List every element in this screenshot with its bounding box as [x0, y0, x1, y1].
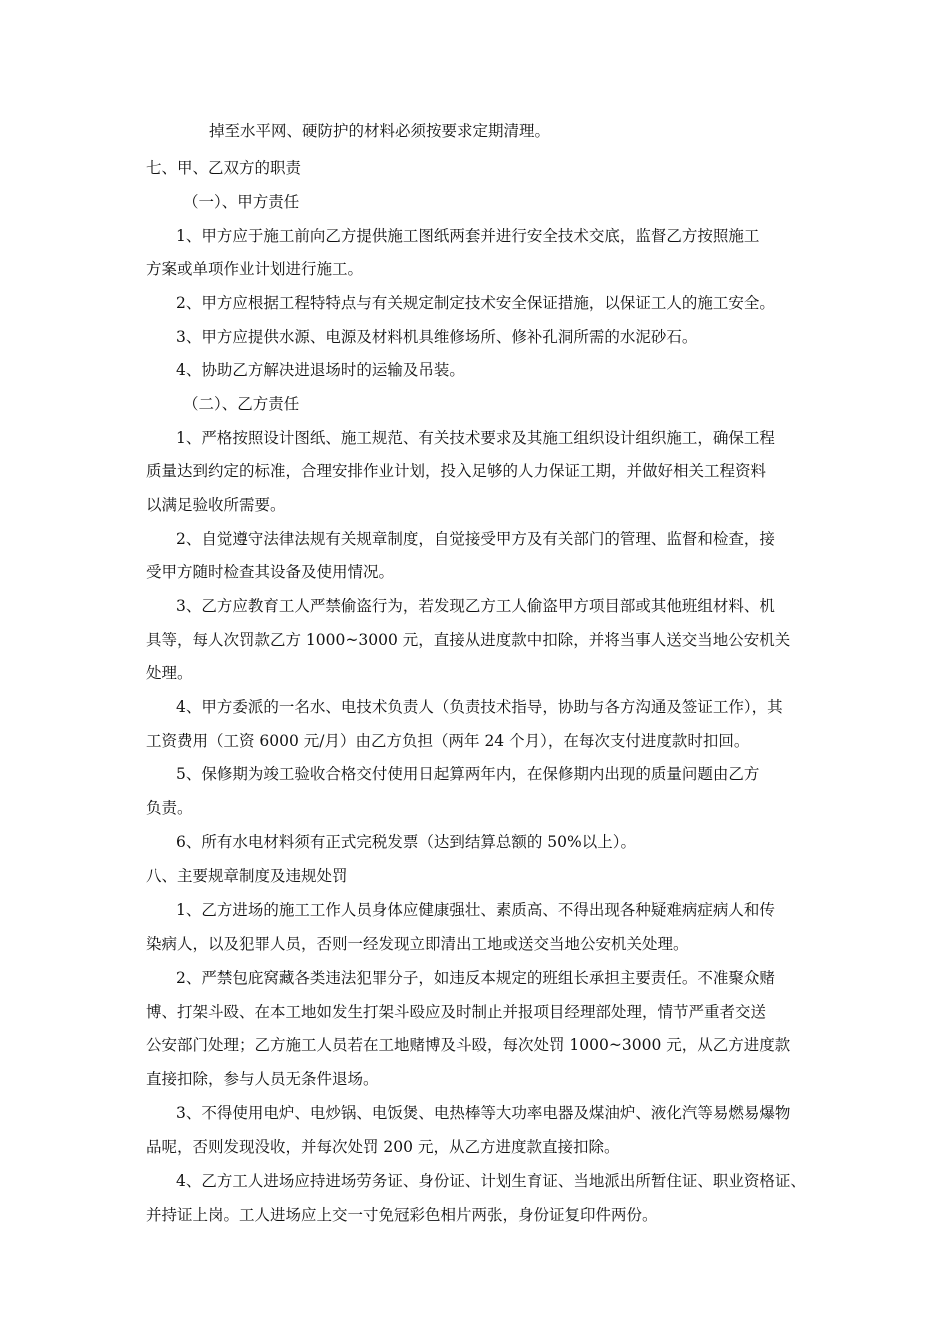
section-heading: 七、甲、乙双方的职责 [146, 159, 302, 177]
text-line: 3、甲方应提供水源、电源及材料机具维修场所、修补孔洞所需的水泥砂石。 [176, 328, 698, 346]
text-line: 以满足验收所需要。 [146, 496, 286, 514]
text-line: 具等，每人次罚款乙方 1000~3000 元，直接从进度款中扣除，并将当事人送交当地公安机关 [146, 631, 791, 649]
text-line: 质量达到约定的标准，合理安排作业计划，投入足够的人力保证工期，并做好相关工程资料 [146, 462, 767, 480]
text-line: 方案或单项作业计划进行施工。 [146, 260, 364, 278]
text-line: 公安部门处理；乙方施工人员若在工地赌博及斗殴，每次处罚 1000~3000 元，从乙方进度款 [146, 1036, 791, 1054]
text-line: 1、乙方进场的施工工作人员身体应健康强壮、素质高、不得出现各种疑难病症病人和传 [176, 901, 775, 919]
text-line: 博、打架斗殴、在本工地如发生打架斗殴应及时制止并报项目经理部处理，情节严重者交送 [146, 1003, 767, 1021]
section-heading: 八、主要规章制度及违规处罚 [146, 867, 348, 885]
text-line: 品呢，否则发现没收，并每次处罚 200 元，从乙方进度款直接扣除。 [146, 1138, 620, 1156]
text-line: 3、乙方应教育工人严禁偷盗行为，若发现乙方工人偷盗甲方项目部或其他班组材料、机 [176, 597, 775, 615]
subsection-heading: （一）、甲方责任 [183, 193, 300, 211]
text-line: 2、自觉遵守法律法规有关规章制度，自觉接受甲方及有关部门的管理、监督和检查，接 [176, 530, 775, 548]
text-line: 染病人，以及犯罪人员，否则一经发现立即清出工地或送交当地公安机关处理。 [146, 935, 689, 953]
text-line: 2、严禁包庇窝藏各类违法犯罪分子，如违反本规定的班组长承担主要责任。不准聚众赌 [176, 969, 775, 987]
subsection-heading: （二）、乙方责任 [183, 395, 300, 413]
text-line: 受甲方随时检查其设备及使用情况。 [146, 563, 395, 581]
text-line: 3、不得使用电炉、电炒锅、电饭煲、电热棒等大功率电器及煤油炉、液化汽等易燃易爆物 [176, 1104, 791, 1122]
text-line: 4、协助乙方解决进退场时的运输及吊装。 [176, 361, 465, 379]
text-line: 4、甲方委派的一名水、电技术负责人（负责技术指导，协助与各方沟通及签证工作），其 [176, 698, 783, 716]
text-line: 并持证上岗。工人进场应上交一寸免冠彩色相片两张，身份证复印件两份。 [146, 1206, 658, 1224]
text-line: 处理。 [146, 664, 193, 682]
text-line: 2、甲方应根据工程特特点与有关规定制定技术安全保证措施，以保证工人的施工安全。 [176, 294, 775, 312]
text-line: 1、严格按照设计图纸、施工规范、有关技术要求及其施工组织设计组织施工，确保工程 [176, 429, 775, 447]
text-line: 5、保修期为竣工验收合格交付使用日起算两年内，在保修期内出现的质量问题由乙方 [176, 765, 760, 783]
text-line: 4、乙方工人进场应持进场劳务证、身份证、计划生育证、当地派出所暂住证、职业资格证、 [176, 1172, 806, 1190]
text-line: 工资费用（工资 6000 元/月）由乙方负担（两年 24 个月），在每次支付进度款时扣回。 [146, 732, 750, 750]
text-line: 6、所有水电材料须有正式完税发票（达到结算总额的 50%以上）。 [176, 833, 636, 851]
text-line: 直接扣除，参与人员无条件退场。 [146, 1070, 379, 1088]
text-line: 1、甲方应于施工前向乙方提供施工图纸两套并进行安全技术交底，监督乙方按照施工 [176, 227, 760, 245]
text-line: 负责。 [146, 799, 193, 817]
text-line: 掉至水平网、硬防护的材料必须按要求定期清理。 [209, 122, 551, 140]
